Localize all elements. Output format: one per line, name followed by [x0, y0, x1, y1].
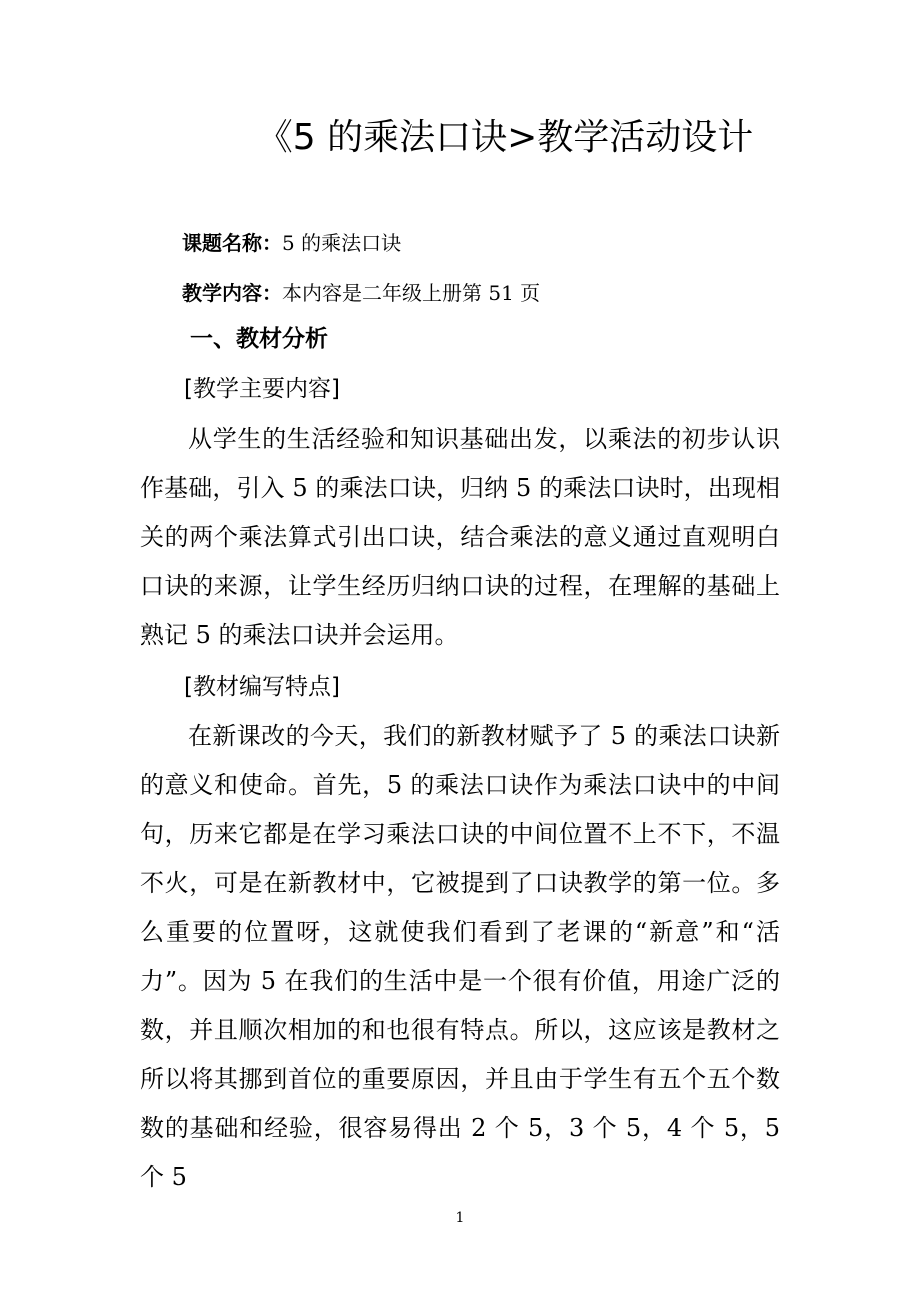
paragraph-main-content: 从学生的生活经验和知识基础出发，以乘法的初步认识作基础，引入 5 的乘法口诀，归纳 5 的乘法口诀时，出现相关的两个乘法算式引出口诀，结合乘法的意义通过直观明白口诀的来源，让学生经历归纳口诀的过程，在理解的基础上熟记 5 的乘法口诀并会运用。	[140, 425, 780, 649]
section-heading-textbook-analysis: 一、教材分析	[190, 326, 328, 352]
document-title: 《5 的乘法口诀>教学活动设计	[256, 117, 754, 158]
paragraph-features: 在新课改的今天，我们的新教材赋予了 5 的乘法口诀新的意义和使命。首先，5 的乘法口诀作为乘法口诀中的中间句，历来它都是在学习乘法口诀的中间位置不上不下，不温不火，可是在新教材中，它被提到了口诀教学的第一位。多么重要的位置呀，这就使我们看到了老课的“新意”和“活力”。因为 5 在我们的生活中是一个很有价值，用途广泛的数，并且顺次相加的和也很有特点。所以，这应该是教材之所以将其挪到首位的重要原因，并且由于学生有五个五个数数的基础和经验，很容易得出 2 个 5，3 个 5，4 个 5，5 个 5	[140, 722, 780, 1191]
page-number: 1	[455, 1210, 465, 1226]
lesson-name-value: 5 的乘法口诀	[282, 231, 402, 255]
subheading-features: [教材编写特点]	[184, 674, 340, 700]
teaching-content-label: 教学内容：	[182, 281, 282, 305]
teaching-content-value: 本内容是二年级上册第 51 页	[282, 281, 541, 305]
lesson-name-line	[182, 228, 401, 258]
lesson-name-label: 课题名称：	[182, 231, 282, 255]
subheading-main-content: [教学主要内容]	[184, 376, 340, 402]
teaching-content-line	[182, 278, 540, 308]
